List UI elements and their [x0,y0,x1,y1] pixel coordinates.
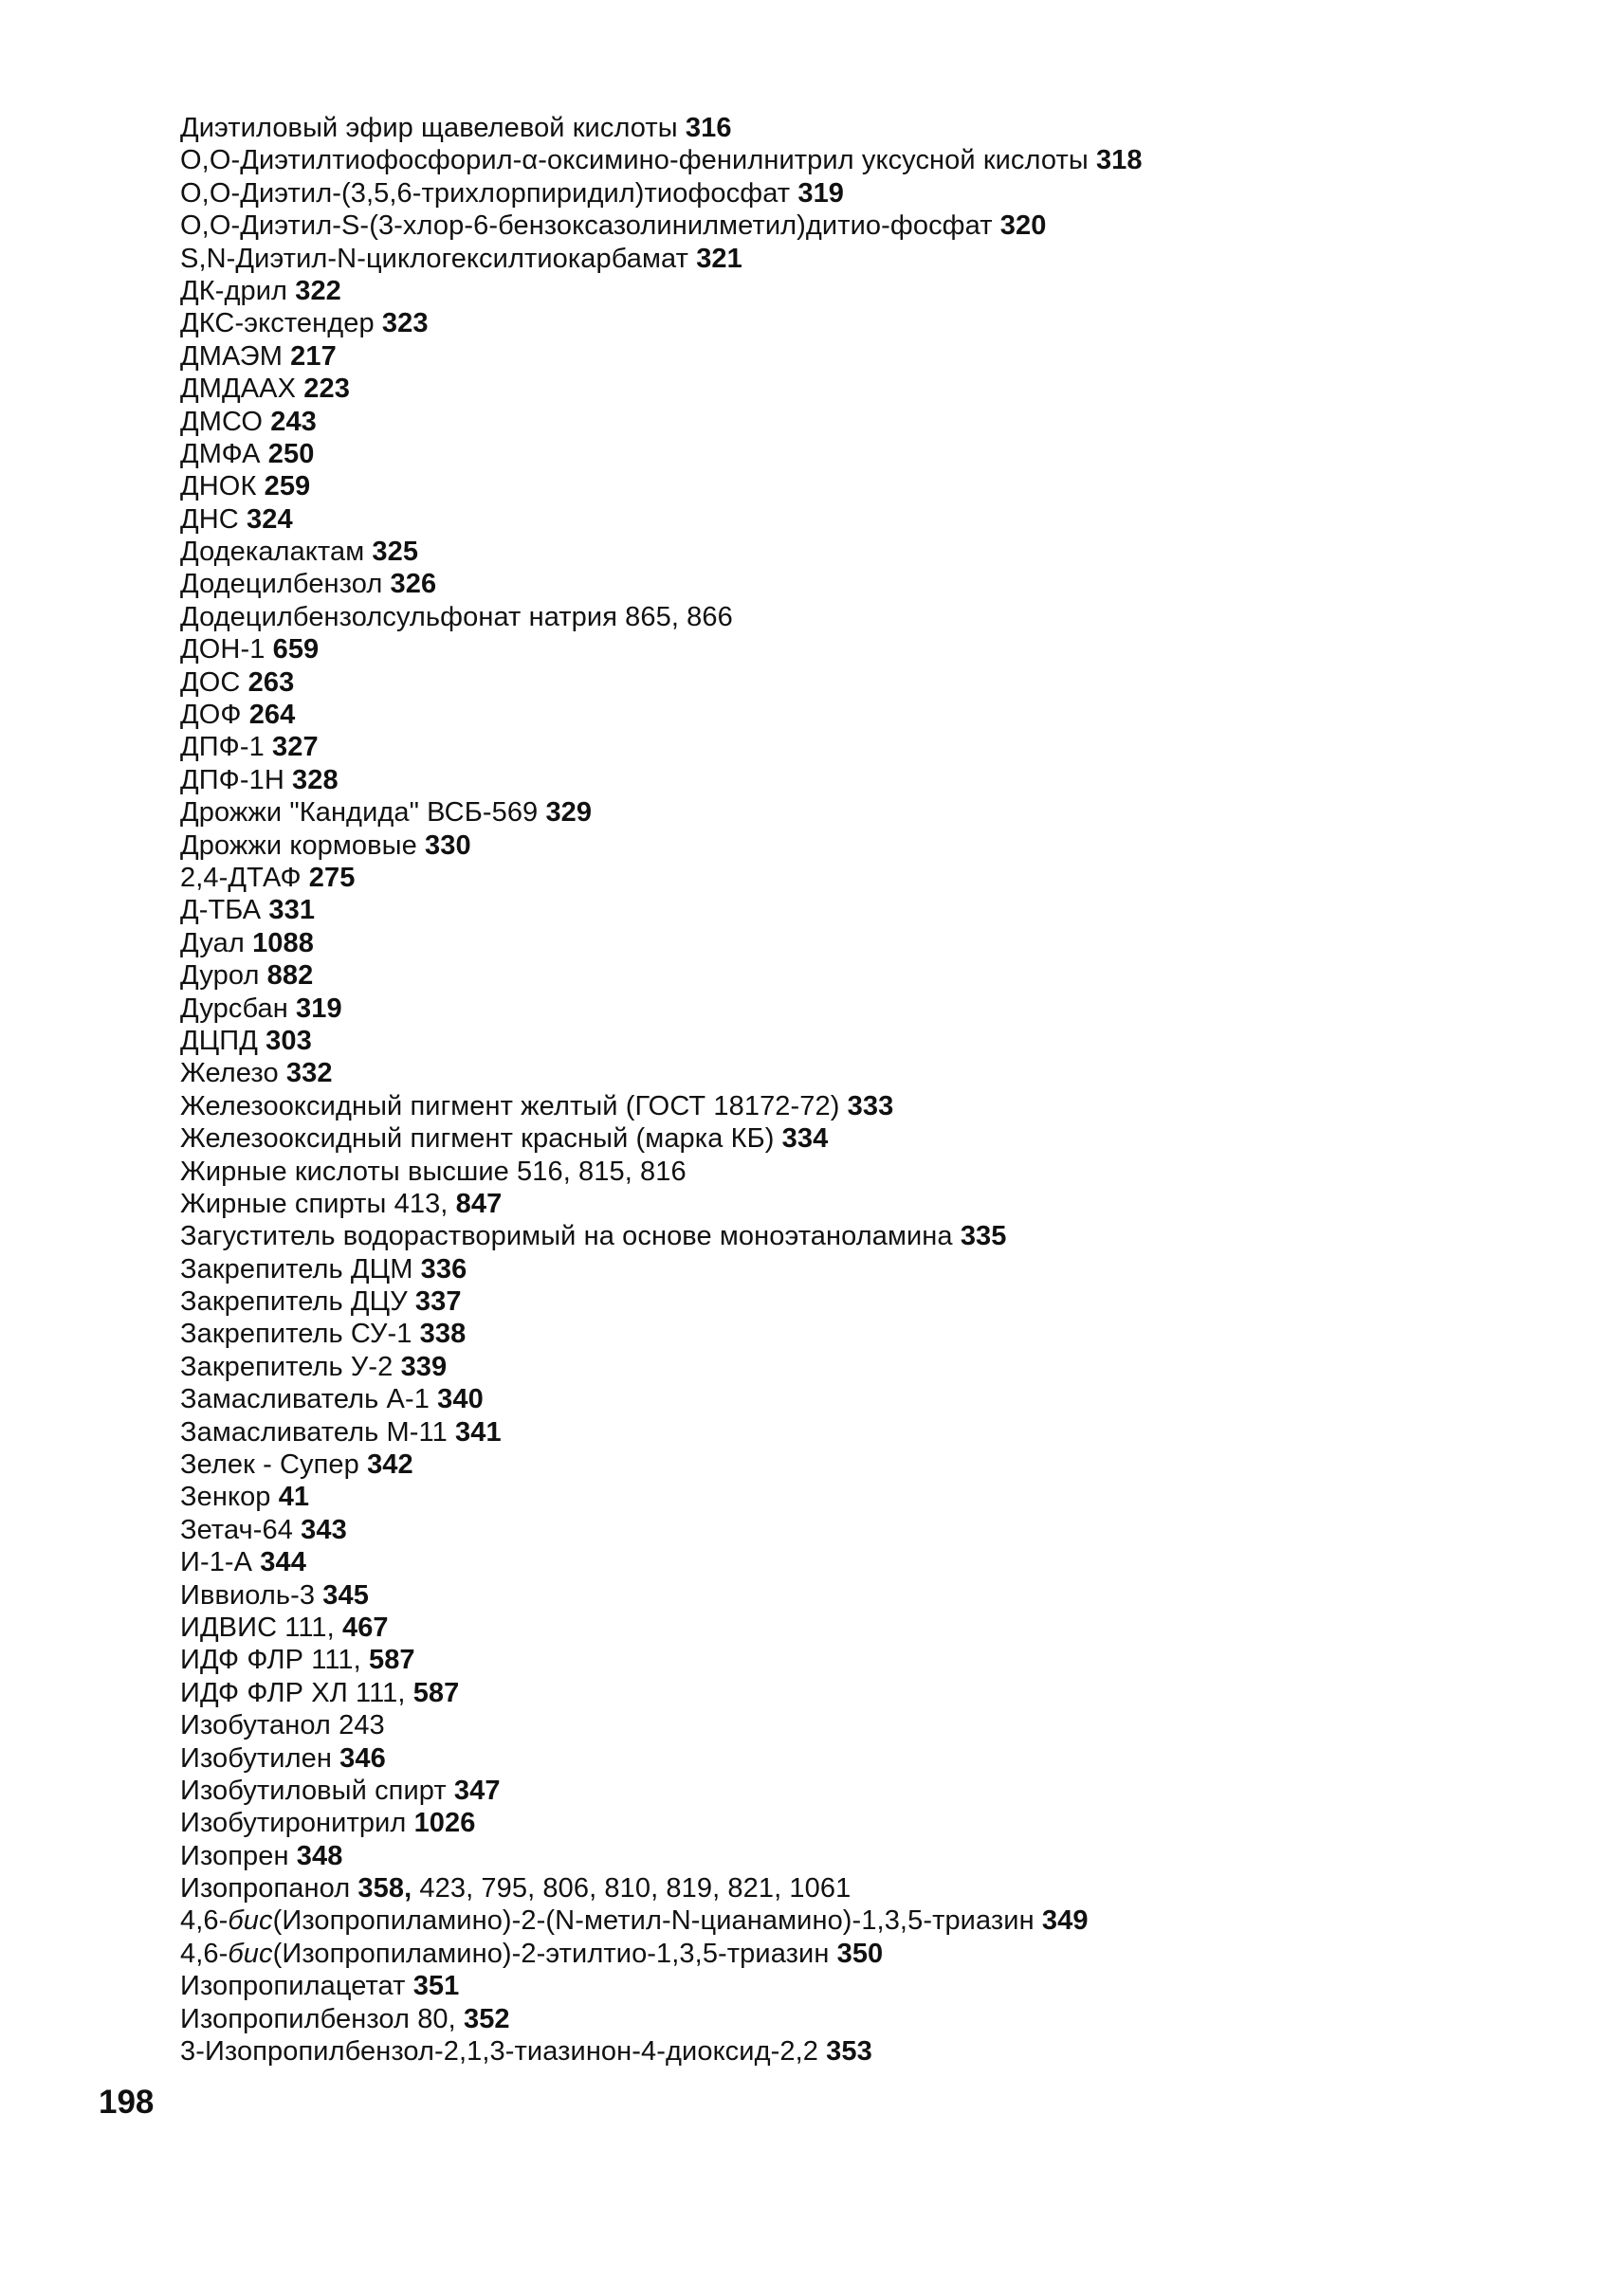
index-entry [180,731,1527,763]
entry-page-ref: 346 [339,1742,386,1774]
entry-text: О,О-Диэтил-S-(3-хлор-6-бензоксазолинилметил)дитио-фосфат [180,210,1000,242]
index-entry [180,373,1527,405]
index-entry [180,503,1527,536]
index-entry [180,406,1527,438]
entry-page-ref: 358, [357,1873,412,1904]
entry-text: Дуал [180,927,253,958]
index-entry [180,438,1527,470]
entry-text: Закрепитель У-2 [180,1351,401,1382]
index-entry [180,1318,1527,1350]
entry-text: Изобутанол 243 [180,1710,385,1741]
index-entry [180,1481,1527,1513]
index-entry [180,1872,1527,1904]
entry-page-ref: 337 [414,1286,462,1318]
entry-text: Зетач-64 [180,1514,302,1545]
entry-text: Изопропилбензол 80, [180,2003,464,2034]
entry-page-ref: 318 [1095,145,1143,176]
index-entry [180,568,1527,600]
entry-page-ref: 303 [266,1025,312,1056]
entry-text: (Изопропиламино)-2-этилтио-1,3,5-триазин [272,1938,837,1969]
entry-page-ref: 243 [270,406,317,437]
entry-text: Зенкор [180,1482,279,1513]
entry-page-ref: 882 [266,960,314,992]
entry-page-ref: 321 [696,243,742,274]
entry-text: Зелек - Супер [180,1449,368,1481]
index-entry [180,1220,1527,1252]
index-entry [180,1253,1527,1285]
entry-text: О,О-Диэтил-(3,5,6-трихлорпиридил)тиофосфат [180,177,798,209]
index-entry [180,633,1527,665]
entry-page-ref: 327 [271,732,319,763]
entry-page-ref: 587 [412,1677,460,1708]
entry-text: ДНС [180,503,247,535]
entry-text: Закрепитель СУ-1 [180,1319,420,1350]
entry-page-ref: 275 [308,862,356,893]
entry-text: Изобутиловый спирт [180,1775,454,1806]
index-entry [180,1057,1527,1089]
entry-text: ДОС [180,666,248,698]
entry-text: Замасливатель А-1 [180,1384,438,1415]
page-number: 198 [99,2084,155,2121]
index-entry [180,1514,1527,1546]
entry-page-ref: 350 [836,1938,884,1969]
index-entry [180,1285,1527,1318]
entry-page-ref: 345 [322,1579,369,1611]
entry-text: 3-Изопропилбензол-2,1,3-тиазинон-4-диоксид-2,2 [180,2036,827,2068]
index-entry [180,699,1527,731]
index-entry [180,927,1527,959]
entry-page-ref: 326 [390,569,437,600]
index-entry [180,112,1527,144]
index-entry [180,1449,1527,1481]
index-entry [180,666,1527,699]
entry-text: S,N-Диэтил-N-циклогексилтиокарбамат [180,243,697,274]
entry-page-ref: 333 [847,1090,894,1121]
entry-text: Диэтиловый эфир щавелевой кислоты [180,113,686,143]
entry-text: Жирные кислоты высшие 516, 815, 816 [180,1156,687,1187]
index-entry [180,862,1527,894]
entry-page-ref: 319 [296,993,342,1024]
index-entry [180,1742,1527,1775]
entry-page-ref: 41 [278,1482,310,1513]
entry-page-ref: 336 [420,1253,467,1285]
index-entry [180,1970,1527,2002]
entry-page-ref: 349 [1041,1905,1089,1937]
index-entry [180,1383,1527,1415]
entry-text: Изобутиронитрил [180,1808,414,1839]
entry-text: Закрепитель ДЦМ [180,1253,421,1285]
entry-page-ref: 351 [412,1971,460,2002]
entry-page-ref: 331 [268,895,316,926]
entry-text: Замасливатель М-11 [180,1416,455,1448]
entry-page-ref: 353 [826,2036,872,2068]
index-entry [180,536,1527,568]
index-entry [180,1709,1527,1741]
entry-page-ref: 587 [368,1645,415,1676]
entry-page-ref: 259 [264,471,311,502]
index-entry [180,1807,1527,1839]
entry-page-ref: 264 [248,700,296,731]
entry-text: Дурол [180,960,267,992]
entry-page-ref: 217 [290,340,337,372]
entry-text: Додецилбензолсульфонат натрия 865, 866 [180,601,733,632]
entry-text: Изопропанол [180,1873,358,1904]
entry-page-ref: 339 [400,1351,448,1382]
entry-page-ref: 352 [463,2003,510,2034]
index-entry [180,1188,1527,1220]
entry-page-ref: 325 [372,537,419,568]
index-entry [180,144,1527,176]
index-entry [180,993,1527,1025]
index-entry [180,243,1527,275]
entry-text: ДЦПД [180,1025,266,1056]
entry-text: ДПФ-1Н [180,764,293,795]
entry-text: О,О-Диэтилтиофосфорил-α-оксимино-фенилнитрил уксусной кислоты [180,145,1096,176]
entry-text: ДНОК [180,471,265,502]
entry-text: Д-ТБА [180,895,269,926]
entry-page-ref: 341 [455,1416,502,1448]
index-entry [180,470,1527,502]
entry-text: 4,6- [180,1905,229,1937]
entry-text: бис [228,1905,273,1937]
entry-page-ref: 223 [303,374,350,405]
entry-page-ref: 319 [797,177,845,209]
entry-text: ДМАЭМ [180,340,291,372]
entry-page-ref: 348 [296,1840,343,1871]
index-entry [180,1025,1527,1057]
entry-text: ДМФА [180,438,268,469]
entry-page-ref: 1088 [252,927,314,958]
entry-text: Железо [180,1058,286,1089]
index-entry [180,2003,1527,2035]
entry-page-ref: 334 [781,1123,829,1155]
index-entry [180,1612,1527,1644]
entry-page-ref: 324 [246,503,293,535]
entry-text: 423, 795, 806, 810, 819, 821, 1061 [412,1873,852,1904]
entry-page-ref: 467 [341,1612,389,1643]
index-entry [180,1904,1527,1937]
index-entry [180,1840,1527,1872]
entry-page-ref: 343 [301,1514,347,1545]
entry-page-ref: 328 [292,764,339,795]
index-entry [180,340,1527,373]
index-entry [180,829,1527,862]
entry-text: И-1-А [180,1547,261,1578]
index-entry [180,1351,1527,1383]
entry-page-ref: 323 [381,308,429,339]
index-entry-list [180,112,1527,2068]
entry-text: Иввиоль-3 [180,1579,323,1611]
entry-page-ref: 250 [267,438,315,469]
index-entry [180,1416,1527,1449]
entry-text: Додекалактам [180,537,373,568]
entry-page-ref: 338 [419,1319,467,1350]
entry-text: бис [228,1938,273,1969]
entry-text: Дрожжи кормовые [180,829,425,861]
index-entry [180,894,1527,926]
entry-text: ИДФ ФЛР ХЛ 111, [180,1677,413,1708]
entry-text: ИДВИС 111, [180,1612,342,1643]
entry-page-ref: 659 [272,634,320,665]
entry-text: ДПФ-1 [180,732,272,763]
index-entry [180,275,1527,307]
entry-text: Изопропилацетат [180,1971,413,2002]
index-entry [180,1644,1527,1676]
entry-text: ДМСО [180,406,271,437]
index-entry [180,764,1527,796]
entry-text: ДМДААХ [180,374,304,405]
index-entry [180,210,1527,242]
entry-page-ref: 847 [455,1188,503,1219]
entry-page-ref: 330 [425,829,471,861]
entry-page-ref: 329 [545,797,593,829]
entry-page-ref: 335 [960,1221,1007,1252]
entry-page-ref: 347 [453,1775,501,1806]
entry-text: Железооксидный пигмент красный (марка КБ) [180,1123,782,1155]
entry-page-ref: 322 [295,275,341,306]
entry-text: 4,6- [180,1938,229,1969]
entry-text: (Изопропиламино)-2-(N-метил-N-цианамино)-1,3,5-триазин [272,1905,1042,1937]
entry-text: Загуститель водорастворимый на основе моноэтаноламина [180,1221,961,1252]
entry-text: Дрожжи "Кандида" ВСБ-569 [180,797,546,829]
entry-text: 2,4-ДТАФ [180,862,309,893]
entry-text: Дурсбан [180,993,297,1024]
index-entry [180,2035,1527,2068]
entry-text: Изопрен [180,1840,297,1871]
entry-text: Закрепитель ДЦУ [180,1286,415,1318]
entry-text: ДКС-экстендер [180,308,382,339]
index-entry [180,1938,1527,1970]
index-entry [180,1775,1527,1807]
index-entry [180,1546,1527,1578]
entry-page-ref: 316 [685,113,732,143]
entry-page-ref: 342 [367,1449,413,1481]
index-entry [180,1090,1527,1122]
index-entry [180,1156,1527,1188]
entry-page-ref: 332 [285,1058,333,1089]
entry-text: Додецилбензол [180,569,391,600]
index-entry [180,1579,1527,1612]
entry-page-ref: 320 [999,210,1047,242]
index-entry [180,959,1527,992]
entry-text: Жирные спирты 413, [180,1188,456,1219]
entry-page-ref: 1026 [413,1808,476,1839]
entry-text: ДОФ [180,700,249,731]
entry-text: ДК-дрил [180,275,296,306]
entry-page-ref: 344 [260,1547,306,1578]
index-entry [180,796,1527,829]
entry-text: Изобутилен [180,1742,340,1774]
index-entry [180,177,1527,210]
index-entry [180,307,1527,339]
index-entry [180,1122,1527,1155]
entry-page-ref: 263 [247,666,295,698]
entry-text: Железооксидный пигмент желтый (ГОСТ 18172-72) [180,1090,848,1121]
entry-page-ref: 340 [437,1384,484,1415]
index-entry [180,1677,1527,1709]
entry-text: ДОН-1 [180,634,273,665]
entry-text: ИДФ ФЛР 111, [180,1645,369,1676]
index-entry [180,601,1527,633]
